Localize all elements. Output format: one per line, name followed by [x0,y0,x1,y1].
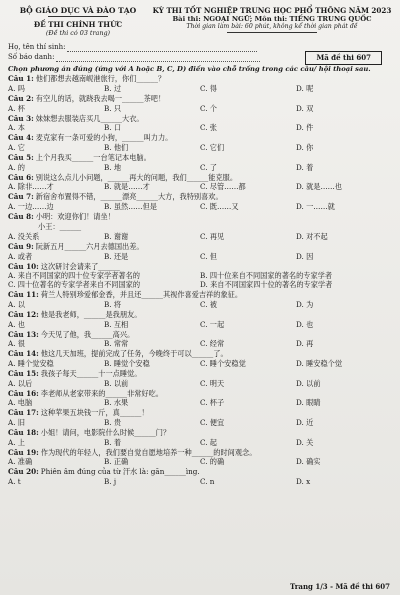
question-line [8,350,392,359]
question-number: Câu 14: [8,349,39,359]
question-line [8,331,392,340]
answer-option[interactable]: A. 它 [8,142,25,152]
question-item [8,409,392,427]
answer-option[interactable]: B. 过 [104,84,122,93]
candidate-info [8,43,392,62]
question-item [8,174,392,192]
answer-option[interactable]: C. 张 [200,123,217,133]
name-field[interactable] [67,43,257,52]
question-line [8,409,392,418]
question-line [8,134,392,143]
question-text: 有空儿的话，就跷我去喝一______茶吧！ [35,94,166,103]
question-text: Phiên âm đúng của từ 汗水 là: gān______ìng. [40,467,200,477]
answer-option[interactable]: A. 的 [8,162,25,172]
question-number: Câu 16: [8,388,39,398]
id-field[interactable] [56,53,260,62]
question-line [8,193,392,202]
page-count: (Đề thi có 03 trang) [45,29,111,38]
question-text: 别说这么点儿小问题，______再大的问题，我们______能克服。 [35,172,238,182]
question-item [8,243,392,261]
question-number: Câu 5: [8,152,34,162]
answer-option[interactable]: C. 被 [200,300,217,310]
answer-option[interactable]: D. 着 [296,162,314,172]
answer-option[interactable]: C. 杯子 [200,398,225,408]
answer-options [8,359,392,368]
instruction: Chọn phương án đúng (ứng với A hoặc B, C, D) điền vào chỗ trống trong các câu/ hội thoại sau. [8,65,371,74]
question-number: Câu 15: [8,368,39,378]
question-item [8,311,392,329]
question-text: 阮新五月______六月去德国出差。 [35,242,144,252]
answer-option[interactable]: B. 着 [104,437,122,447]
answer-option[interactable]: C. 便宜 [200,417,225,427]
answer-option[interactable]: B. 口 [104,123,122,133]
answer-option[interactable]: C. 尽管……都 [200,182,246,192]
answer-option[interactable]: B. 地 [104,162,122,172]
question-item [8,468,392,486]
question-text: 他们都想去越南岘港旅行，你们______？ [35,74,166,84]
page-footer: Trang 1/3 - Mã đề thi 607 [290,582,390,591]
answer-options [8,252,392,261]
question-text: 这次研讨会请来了______ [40,261,120,271]
answer-option[interactable]: B. 水果 [104,398,129,408]
answer-options [8,418,392,427]
question-number: Câu 9: [8,242,34,252]
question-line [8,263,392,272]
answer-option[interactable]: C. 了 [200,162,217,172]
official-label: ĐỀ THI CHÍNH THỨC [33,20,123,30]
answer-option[interactable]: A. 除非……才 [8,182,54,192]
answer-option[interactable]: B. 就是……才 [104,182,150,192]
answer-option[interactable]: C. 明天 [200,378,225,388]
question-line [8,243,392,252]
question-item [8,331,392,349]
question-item [8,390,392,408]
exam-header [8,6,392,37]
question-text: 麦克家有一条可爱的小狗，______叫力力。 [35,133,173,143]
answer-options [8,271,392,289]
answer-option[interactable]: A. 来自不同国家的四十位专家学者著名的 [8,271,140,281]
question-line [8,370,392,379]
question-line [8,429,392,438]
question-text: 小明：欢迎你们！请坐！ [35,211,115,221]
answer-option[interactable]: D. 为 [296,300,314,310]
answer-option[interactable]: A. 旧 [8,417,25,427]
question-number: Câu 3: [8,113,34,123]
question-number: Câu 12: [8,310,39,320]
answer-options [8,398,392,407]
answer-option[interactable]: D. 近 [296,417,314,427]
question-item [8,263,392,290]
question-text: 我孩子每天______十一点睡觉。 [40,368,142,378]
answer-option[interactable]: B. j [104,476,117,486]
answer-option[interactable]: A. 准确 [8,457,33,467]
answer-option[interactable]: A. 或者 [8,251,33,261]
question-text: 小姐！请问，电影院什么时候______门？ [40,427,171,437]
exam-code-box: Mã đề thi 607 [305,51,382,64]
question-item [8,213,392,241]
question-line [8,468,392,477]
header-left [8,6,148,37]
question-text: 他这几天加班，提前完成了任务，今晚终于可以______了。 [40,349,228,359]
answer-option[interactable]: D. 双 [296,103,314,113]
question-number: Câu 13: [8,329,39,339]
question-line [8,95,392,104]
answer-option[interactable]: A. 以 [8,300,25,310]
answer-option[interactable]: D. 来自不同国家四十位的著名的专家学者 [200,280,333,290]
question-number: Câu 6: [8,172,34,182]
answer-option[interactable]: D. 睡安稳个觉 [296,358,343,368]
answer-option[interactable]: B. 虽然……但是 [104,201,157,211]
question-number: Câu 8: [8,211,34,221]
question-number: Câu 20: [8,467,39,477]
answer-option[interactable]: D. 一……就 [296,201,335,211]
answer-option[interactable]: D. 以前 [296,378,321,388]
answer-option[interactable]: B. 将 [104,300,122,310]
answer-options [8,300,392,309]
answer-option[interactable]: D. 再 [296,339,314,349]
answer-option[interactable]: D. 眼睛 [296,398,321,408]
answer-options [8,339,392,348]
answer-option[interactable]: B. 互相 [104,319,129,329]
question-text: 李老师从老家带来的______非常好吃。 [40,388,163,398]
answer-options [8,104,392,113]
answer-option[interactable]: C. 它们 [200,142,225,152]
answer-options [8,182,392,191]
answer-option[interactable]: C. 起 [200,437,217,447]
answer-option[interactable]: D. 呢 [296,84,314,93]
answer-option[interactable]: A. 上 [8,437,25,447]
answer-option[interactable]: C. 四十位著名的专家学者来自不同国家的 [8,280,141,290]
question-item [8,115,392,133]
answer-option[interactable]: B. 还是 [104,251,129,261]
answer-option[interactable]: D. 你 [296,142,314,152]
question-item [8,95,392,113]
answer-option[interactable]: A. 睡个觉安稳 [8,358,54,368]
question-subtext: 小王：______ [38,222,82,232]
question-line [8,291,392,300]
question-line [8,449,392,458]
question-text: 新宿舍布置得不错，______漂亮______大方，我特别喜欢。 [35,192,223,202]
answer-options [8,320,392,329]
answer-option[interactable]: D. 件 [296,123,314,133]
question-text: 荷兰人特别珍爱郁金香，并且还______其视作喜爱吉祥的象征。 [40,290,243,300]
question-text: 这种苹果五块钱一斤，真______！ [40,408,149,418]
question-line [8,213,392,222]
answer-options [8,143,392,152]
exam-subject: Bài thi: NGOẠI NGỮ; Môn thi: TIẾNG TRUNG QUỐC [172,15,372,23]
question-text: 他是我老师，______是我朋友。 [40,310,142,320]
answer-option[interactable]: B. 谢谢 [104,232,129,242]
question-item [8,449,392,467]
question-line [8,174,392,183]
answer-option[interactable]: D. 对不起 [296,232,328,242]
question-item [8,429,392,447]
question-item [8,350,392,368]
question-line [8,311,392,320]
header-right [152,6,392,37]
answer-option[interactable]: C. 的确 [200,457,225,467]
question-number: Câu 11: [8,290,39,300]
exam-time: Thời gian làm bài: 60 phút, không kể thời gian phát đề [186,23,358,31]
answer-option[interactable]: D. 因 [296,251,314,261]
answer-option[interactable]: C. 但 [200,251,217,261]
answer-option[interactable]: B. 只 [104,103,122,113]
answer-option[interactable]: C. 个 [200,103,217,113]
question-number: Câu 17: [8,408,39,418]
answer-option[interactable]: A. 电脑 [8,398,33,408]
question-line [8,115,392,124]
answer-option[interactable]: D. x [296,476,311,486]
answer-option[interactable]: C. 既……又 [200,201,239,211]
name-label: Họ, tên thí sinh: [8,43,66,52]
answer-option[interactable]: C. 经常 [200,339,225,349]
answer-option[interactable]: A. 一边……边 [8,201,54,211]
answer-option[interactable]: D. 关 [296,437,314,447]
question-number: Câu 10: [8,261,39,271]
answer-option[interactable]: A. 本 [8,123,25,133]
answer-option[interactable]: B. 他们 [104,142,129,152]
answer-option[interactable]: A. 没关系 [8,232,40,242]
answer-option[interactable]: B. 正确 [104,457,129,467]
answer-option[interactable]: D. 也 [296,319,314,329]
question-text: 作为现代的年轻人，我们要自觉自愿地培养一种______的时间观念。 [40,447,257,457]
question-text: 今天见了他，我______高兴。 [40,329,135,339]
answer-option[interactable]: B. 睡觉个安稳 [104,358,150,368]
question-item [8,193,392,211]
question-list [8,75,392,485]
answer-options [8,84,392,93]
answer-option[interactable]: C. 一起 [200,319,225,329]
answer-options [8,438,392,447]
question-item [8,134,392,152]
answer-options [8,123,392,132]
answer-option[interactable]: A. 很 [8,339,25,349]
question-item [8,291,392,309]
answer-options [8,457,392,466]
question-line [8,154,392,163]
answer-option[interactable]: A. 以后 [8,378,33,388]
answer-options [8,379,392,388]
question-text: 妹妹想去服装店买几______大衣。 [35,113,144,123]
answer-option[interactable]: A. 杯 [8,103,25,113]
ministry-name: BỘ GIÁO DỤC VÀ ĐÀO TẠO [19,6,137,15]
question-number: Câu 1: [8,74,34,84]
question-number: Câu 2: [8,94,34,103]
answer-option[interactable]: B. 常常 [104,339,129,349]
question-item [8,154,392,172]
answer-option[interactable]: A. 也 [8,319,25,329]
question-line [8,75,392,84]
answer-option[interactable]: C. 睡个安稳觉 [200,358,246,368]
answer-option[interactable]: B. 以前 [104,378,129,388]
question-text: 上个月我买______一台笔记本电脑。 [35,152,151,162]
question-number: Câu 7: [8,192,34,202]
answer-option[interactable]: A. t [8,476,21,486]
answer-option[interactable]: D. 就是……也 [296,182,343,192]
answer-options [8,202,392,211]
answer-options [8,163,392,172]
answer-option[interactable]: B. 四十位来自不同国家的著名的专家学者 [200,271,333,281]
question-number: Câu 4: [8,133,34,143]
exam-title: KỲ THI TỐT NGHIỆP TRUNG HỌC PHỔ THÔNG NĂM 2023 [152,6,392,15]
answer-options [8,232,392,241]
question-number: Câu 19: [8,447,39,457]
answer-option[interactable]: C. n [200,476,215,486]
divider [48,16,108,17]
answer-option[interactable]: C. 得 [200,84,217,93]
id-label: Số báo danh: [8,52,55,61]
answer-option[interactable]: B. 贵 [104,417,122,427]
divider [227,32,317,33]
answer-option[interactable]: A. 吗 [8,84,25,93]
question-line [8,390,392,399]
question-item [8,370,392,388]
question-item [8,75,392,93]
answer-option[interactable]: C. 再见 [200,232,225,242]
answer-options [8,477,392,486]
answer-option[interactable]: D. 确实 [296,457,321,467]
question-number: Câu 18: [8,427,39,437]
